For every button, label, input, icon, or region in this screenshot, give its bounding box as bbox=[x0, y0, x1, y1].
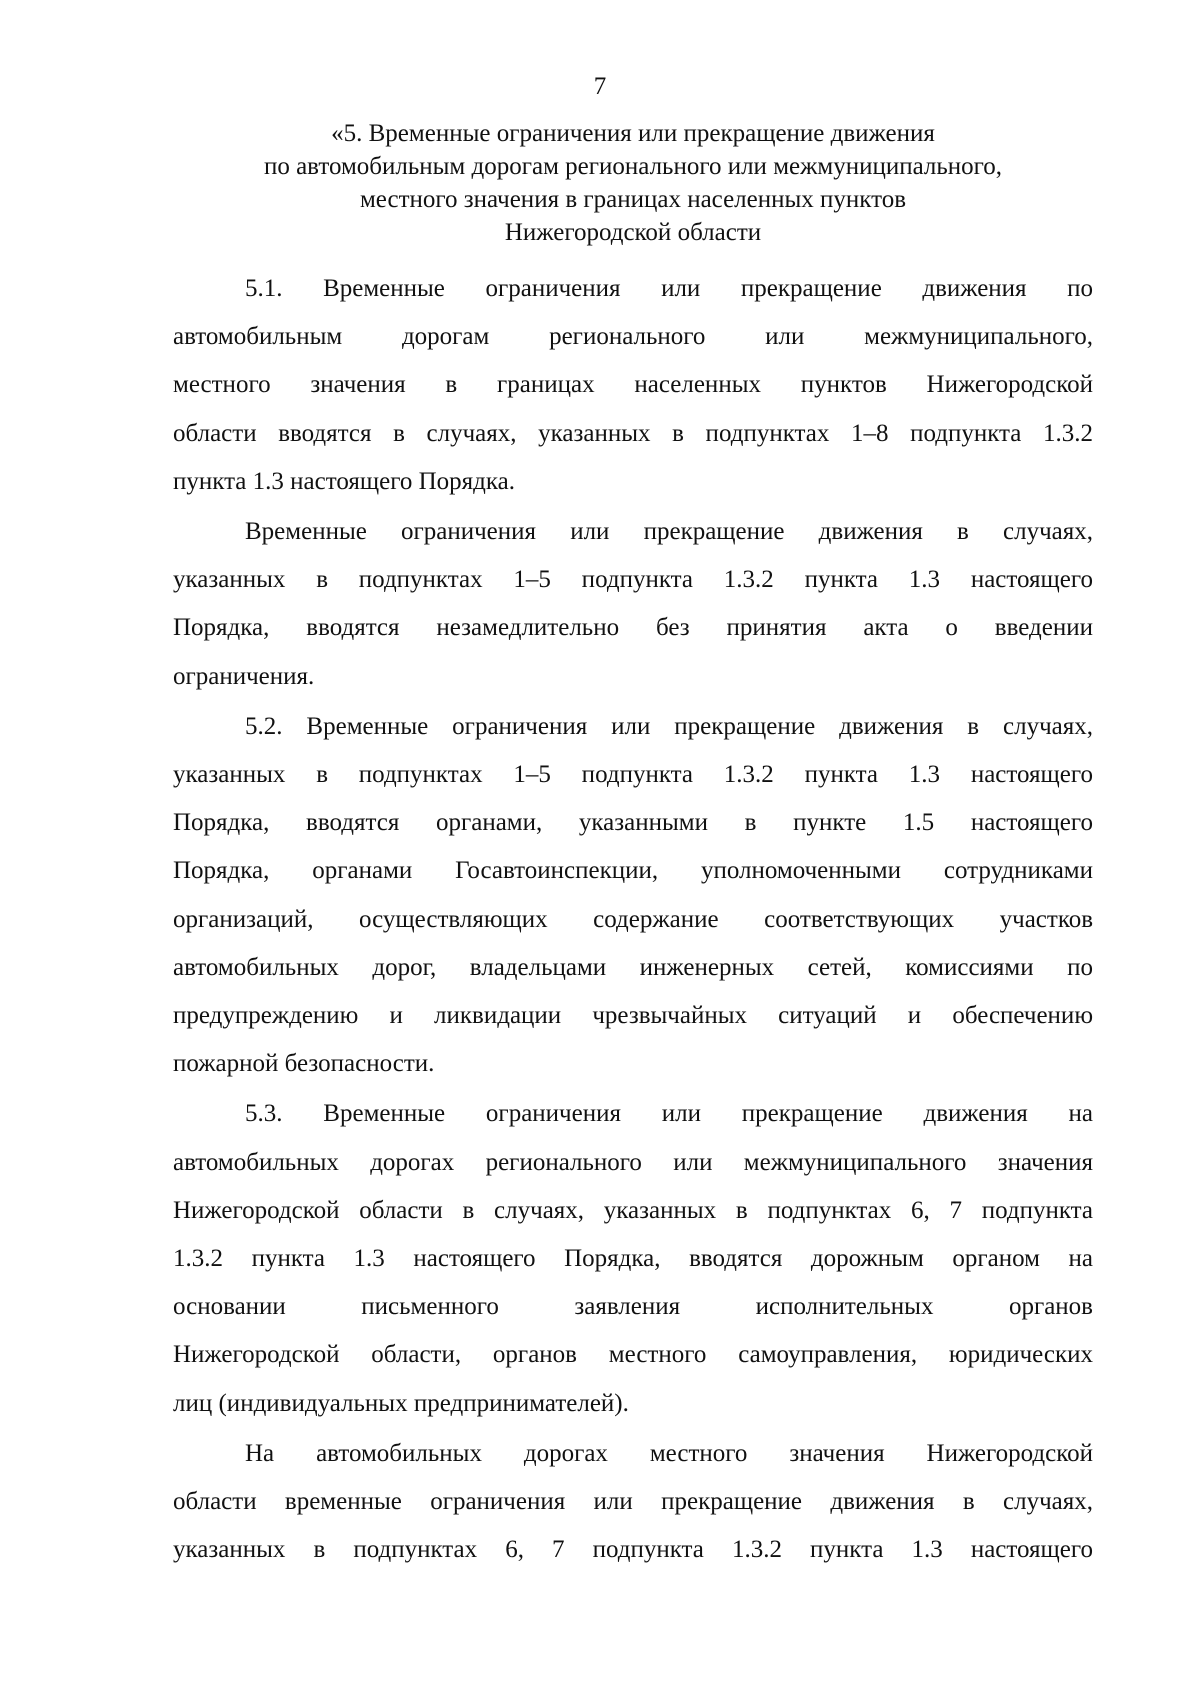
paragraph-line: Временные ограничения или прекращение движения в случаях, bbox=[245, 518, 1093, 546]
paragraph-line: автомобильным дорогам регионального или межмуниципального, bbox=[173, 323, 1093, 351]
paragraph-5-1 bbox=[173, 265, 1093, 506]
paragraph-line: пожарной безопасности. bbox=[173, 1050, 435, 1078]
paragraph-line: 5.1. Временные ограничения или прекращение движения по bbox=[245, 275, 1093, 302]
paragraph-line: указанных в подпунктах 1–5 подпункта 1.3.2 пункта 1.3 настоящего bbox=[173, 761, 1093, 789]
paragraph-line: области вводятся в случаях, указанных в подпунктах 1–8 подпункта 1.3.2 bbox=[173, 419, 1093, 447]
paragraph-line: организаций, осуществляющих содержание соответствующих участков bbox=[173, 905, 1093, 933]
heading-line: по автомобильным дорогам регионального или межмуниципального, bbox=[263, 153, 1003, 180]
heading-line: Нижегородской области bbox=[504, 219, 762, 246]
paragraph-line: 5.2. Временные ограничения или прекращение движения в случаях, bbox=[245, 712, 1093, 740]
paragraph-line: ограничения. bbox=[173, 662, 315, 690]
paragraph-line: основании письменного заявления исполнительных органов bbox=[173, 1293, 1093, 1321]
paragraph-line: Нижегородской области, органов местного самоуправления, юридических bbox=[173, 1341, 1093, 1369]
paragraph-line: Порядка, органами Госавтоинспекции, уполномоченными сотрудниками bbox=[173, 857, 1093, 885]
paragraph-line: автомобильных дорогах регионального или межмуниципального значения bbox=[173, 1148, 1093, 1176]
paragraph-line: области временные ограничения или прекращение движения в случаях, bbox=[173, 1488, 1093, 1516]
paragraph-5-3-continued bbox=[173, 1430, 1093, 1575]
paragraph-line: лиц (индивидуальных предпринимателей). bbox=[173, 1389, 629, 1417]
page-number: 7 bbox=[593, 73, 607, 100]
document-body bbox=[173, 265, 1093, 1574]
paragraph-line: На автомобильных дорогах местного значения Нижегородской bbox=[245, 1439, 1093, 1467]
paragraph-line: 5.3. Временные ограничения или прекращение движения на bbox=[245, 1100, 1093, 1128]
paragraph-5-1-continued bbox=[173, 508, 1093, 701]
paragraph-line: Порядка, вводятся незамедлительно без принятия акта о введении bbox=[173, 614, 1093, 642]
paragraph-line: указанных в подпунктах 1–5 подпункта 1.3.2 пункта 1.3 настоящего bbox=[173, 566, 1093, 594]
section-heading bbox=[160, 117, 1106, 249]
paragraph-line: предупреждению и ликвидации чрезвычайных ситуаций и обеспечению bbox=[173, 1002, 1093, 1030]
paragraph-5-3 bbox=[173, 1090, 1093, 1427]
paragraph-line: 1.3.2 пункта 1.3 настоящего Порядка, вводятся дорожным органом на bbox=[173, 1245, 1093, 1273]
heading-line: местного значения в границах населенных пунктов bbox=[359, 186, 907, 213]
paragraph-line: Нижегородской области в случаях, указанных в подпунктах 6, 7 подпункта bbox=[173, 1196, 1093, 1224]
heading-line: «5. Временные ограничения или прекращение движения bbox=[331, 120, 935, 147]
paragraph-line: автомобильных дорог, владельцами инженерных сетей, комиссиями по bbox=[173, 953, 1093, 981]
paragraph-5-2 bbox=[173, 703, 1093, 1089]
paragraph-line: пункта 1.3 настоящего Порядка. bbox=[173, 467, 515, 495]
paragraph-line: указанных в подпунктах 6, 7 подпункта 1.3.2 пункта 1.3 настоящего bbox=[173, 1536, 1093, 1564]
paragraph-line: местного значения в границах населенных пунктов Нижегородской bbox=[173, 371, 1093, 399]
paragraph-line: Порядка, вводятся органами, указанными в пункте 1.5 настоящего bbox=[173, 809, 1093, 837]
